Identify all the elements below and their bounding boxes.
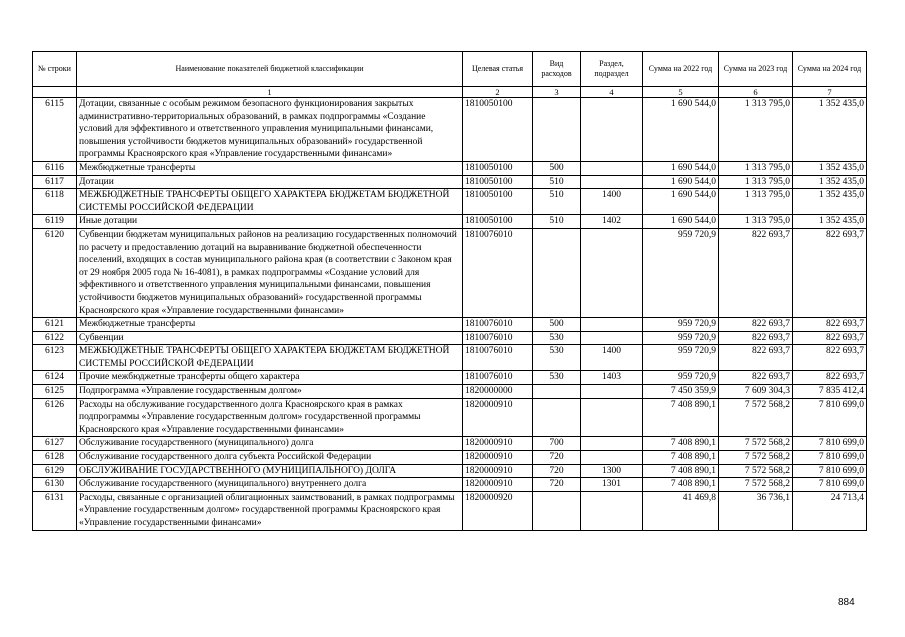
expense-type-cell: 510	[533, 215, 581, 229]
column-number: 1	[77, 87, 463, 98]
target-article-cell: 1810076010	[463, 331, 533, 345]
sum-2022-cell: 1 690 544,0	[643, 215, 719, 229]
indicator-name-cell: ОБСЛУЖИВАНИЕ ГОСУДАРСТВЕННОГО (МУНИЦИПАЛЬНОГО) ДОЛГА	[77, 464, 463, 478]
sum-2023-cell: 1 313 795,0	[719, 175, 793, 189]
table-row	[33, 215, 867, 229]
expense-type-cell	[533, 398, 581, 437]
sum-2022-cell: 41 469,8	[643, 491, 719, 530]
row-number-cell: 6124	[33, 371, 77, 385]
section-cell	[581, 175, 643, 189]
indicator-name-cell: Дотации, связанные с особым режимом безопасного функционирования закрытых административно-территориальных образований, в рамках подпрограммы «Создание условий для эффективного и ответственного управления муниципальными финансами, повышения устойчивости бюджетов муниципальных образований» государственной программы Красноярского края «Управление государственными финансами»	[77, 98, 463, 162]
target-article-cell: 1810050100	[463, 161, 533, 175]
row-number-cell: 6125	[33, 385, 77, 399]
target-article-cell: 1820000920	[463, 491, 533, 530]
table-row	[33, 464, 867, 478]
table-row	[33, 451, 867, 465]
section-cell: 1402	[581, 215, 643, 229]
expense-type-cell: 700	[533, 437, 581, 451]
column-number	[33, 87, 77, 98]
sum-2022-cell: 7 408 890,1	[643, 464, 719, 478]
row-number-cell: 6116	[33, 161, 77, 175]
sum-2024-cell: 1 352 435,0	[793, 189, 867, 215]
sum-2022-cell: 1 690 544,0	[643, 98, 719, 162]
target-article-cell: 1810076010	[463, 371, 533, 385]
indicator-name-cell: Межбюджетные трансферты	[77, 161, 463, 175]
expense-type-cell: 530	[533, 345, 581, 371]
expense-type-cell: 510	[533, 175, 581, 189]
section-cell: 1400	[581, 189, 643, 215]
table-row	[33, 331, 867, 345]
table-row	[33, 437, 867, 451]
budget-table	[32, 51, 867, 531]
sum-2022-cell: 959 720,9	[643, 345, 719, 371]
sum-2023-cell: 1 313 795,0	[719, 189, 793, 215]
indicator-name-cell: Обслуживание государственного (муниципального) долга	[77, 437, 463, 451]
sum-2023-cell: 36 736,1	[719, 491, 793, 530]
section-cell: 1300	[581, 464, 643, 478]
section-cell	[581, 451, 643, 465]
sum-2023-cell: 1 313 795,0	[719, 98, 793, 162]
table-body	[33, 98, 867, 531]
table-row	[33, 345, 867, 371]
row-number-cell: 6119	[33, 215, 77, 229]
sum-2022-cell: 959 720,9	[643, 331, 719, 345]
target-article-cell: 1820000910	[463, 437, 533, 451]
sum-2022-cell: 7 408 890,1	[643, 478, 719, 492]
target-article-cell: 1820000910	[463, 398, 533, 437]
table-row	[33, 385, 867, 399]
sum-2022-cell: 959 720,9	[643, 371, 719, 385]
sum-2022-cell: 959 720,9	[643, 228, 719, 317]
column-number: 6	[719, 87, 793, 98]
target-article-cell: 1820000000	[463, 385, 533, 399]
indicator-name-cell: Подпрограмма «Управление государственным долгом»	[77, 385, 463, 399]
sum-2023-cell: 7 572 568,2	[719, 464, 793, 478]
sum-2024-cell: 7 810 699,0	[793, 398, 867, 437]
row-number-cell: 6123	[33, 345, 77, 371]
indicator-name-cell: Иные дотации	[77, 215, 463, 229]
sum-2022-cell: 959 720,9	[643, 318, 719, 332]
expense-type-cell	[533, 385, 581, 399]
expense-type-cell: 530	[533, 331, 581, 345]
row-number-cell: 6122	[33, 331, 77, 345]
row-number-cell: 6115	[33, 98, 77, 162]
sum-2024-cell: 1 352 435,0	[793, 98, 867, 162]
column-number: 2	[463, 87, 533, 98]
column-number: 4	[581, 87, 643, 98]
sum-2024-cell: 1 352 435,0	[793, 175, 867, 189]
sum-2023-cell: 822 693,7	[719, 345, 793, 371]
target-article-cell: 1810050100	[463, 175, 533, 189]
header-sum-2023: Сумма на 2023 год	[719, 52, 793, 87]
section-cell: 1400	[581, 345, 643, 371]
target-article-cell: 1810076010	[463, 318, 533, 332]
row-number-cell: 6121	[33, 318, 77, 332]
expense-type-cell: 720	[533, 478, 581, 492]
indicator-name-cell: Субвенции бюджетам муниципальных районов на реализацию государственных полномочий по расчету и предоставлению дотаций на выравнивание бюджетной обеспеченности поселений, входящих в состав муниципального района края (в соответствии с Законом края от 29 ноября 2005 года № 16-4081), в рамках подпрограммы «Создание условий для эффективного и ответственного управления муниципальными финансами, повышения устойчивости бюджетов муниципальных образований» государственной программы Красноярского края «Управление государственными финансами»	[77, 228, 463, 317]
header-name: Наименование показателей бюджетной классификации	[77, 52, 463, 87]
row-number-cell: 6131	[33, 491, 77, 530]
sum-2023-cell: 1 313 795,0	[719, 161, 793, 175]
page-number: 884	[838, 597, 855, 608]
indicator-name-cell: Обслуживание государственного (муниципального) внутреннего долга	[77, 478, 463, 492]
sum-2023-cell: 7 572 568,2	[719, 478, 793, 492]
table-row	[33, 175, 867, 189]
sum-2023-cell: 822 693,7	[719, 318, 793, 332]
header-section: Раздел, подраздел	[581, 52, 643, 87]
sum-2024-cell: 7 810 699,0	[793, 464, 867, 478]
expense-type-cell	[533, 98, 581, 162]
target-article-cell: 1820000910	[463, 451, 533, 465]
target-article-cell: 1810050100	[463, 98, 533, 162]
table-row	[33, 161, 867, 175]
table-row	[33, 318, 867, 332]
row-number-cell: 6127	[33, 437, 77, 451]
indicator-name-cell: МЕЖБЮДЖЕТНЫЕ ТРАНСФЕРТЫ ОБЩЕГО ХАРАКТЕРА БЮДЖЕТАМ БЮДЖЕТНОЙ СИСТЕМЫ РОССИЙСКОЙ ФЕДЕРАЦИИ	[77, 189, 463, 215]
target-article-cell: 1810050100	[463, 215, 533, 229]
sum-2024-cell: 1 352 435,0	[793, 215, 867, 229]
section-cell	[581, 228, 643, 317]
column-number: 3	[533, 87, 581, 98]
sum-2024-cell: 7 835 412,4	[793, 385, 867, 399]
section-cell: 1403	[581, 371, 643, 385]
sum-2022-cell: 1 690 544,0	[643, 175, 719, 189]
sum-2024-cell: 24 713,4	[793, 491, 867, 530]
sum-2022-cell: 7 408 890,1	[643, 437, 719, 451]
target-article-cell: 1810076010	[463, 345, 533, 371]
column-number: 5	[643, 87, 719, 98]
sum-2022-cell: 7 408 890,1	[643, 451, 719, 465]
sum-2024-cell: 822 693,7	[793, 331, 867, 345]
row-number-cell: 6120	[33, 228, 77, 317]
column-number: 7	[793, 87, 867, 98]
header-target-article: Целевая статья	[463, 52, 533, 87]
sum-2023-cell: 7 572 568,2	[719, 398, 793, 437]
sum-2023-cell: 1 313 795,0	[719, 215, 793, 229]
indicator-name-cell: Субвенции	[77, 331, 463, 345]
sum-2023-cell: 822 693,7	[719, 371, 793, 385]
table-row	[33, 371, 867, 385]
section-cell	[581, 161, 643, 175]
row-number-cell: 6126	[33, 398, 77, 437]
sum-2023-cell: 822 693,7	[719, 228, 793, 317]
expense-type-cell	[533, 491, 581, 530]
section-cell	[581, 437, 643, 451]
sum-2024-cell: 7 810 699,0	[793, 478, 867, 492]
indicator-name-cell: Межбюджетные трансферты	[77, 318, 463, 332]
header-sum-2022: Сумма на 2022 год	[643, 52, 719, 87]
indicator-name-cell: МЕЖБЮДЖЕТНЫЕ ТРАНСФЕРТЫ ОБЩЕГО ХАРАКТЕРА БЮДЖЕТАМ БЮДЖЕТНОЙ СИСТЕМЫ РОССИЙСКОЙ ФЕДЕРАЦИИ	[77, 345, 463, 371]
sum-2024-cell: 822 693,7	[793, 345, 867, 371]
header-sum-2024: Сумма на 2024 год	[793, 52, 867, 87]
sum-2022-cell: 7 408 890,1	[643, 398, 719, 437]
expense-type-cell: 530	[533, 371, 581, 385]
row-number-cell: 6117	[33, 175, 77, 189]
table-row	[33, 98, 867, 162]
sum-2022-cell: 7 450 359,9	[643, 385, 719, 399]
sum-2023-cell: 822 693,7	[719, 331, 793, 345]
target-article-cell: 1820000910	[463, 478, 533, 492]
target-article-cell: 1810076010	[463, 228, 533, 317]
indicator-name-cell: Прочие межбюджетные трансферты общего характера	[77, 371, 463, 385]
sum-2022-cell: 1 690 544,0	[643, 189, 719, 215]
row-number-cell: 6128	[33, 451, 77, 465]
indicator-name-cell: Дотации	[77, 175, 463, 189]
row-number-cell: 6130	[33, 478, 77, 492]
sum-2023-cell: 7 572 568,2	[719, 451, 793, 465]
indicator-name-cell: Расходы, связанные с организацией облигационных заимствований, в рамках подпрограммы «Управление государственным долгом» государственной программы Красноярского края «Управление государственными финансами»	[77, 491, 463, 530]
section-cell	[581, 385, 643, 399]
sum-2024-cell: 1 352 435,0	[793, 161, 867, 175]
target-article-cell: 1810050100	[463, 189, 533, 215]
section-cell	[581, 398, 643, 437]
section-cell	[581, 318, 643, 332]
table-row	[33, 228, 867, 317]
table-row	[33, 398, 867, 437]
target-article-cell: 1820000910	[463, 464, 533, 478]
column-numbers-row	[33, 87, 867, 98]
section-cell	[581, 331, 643, 345]
sum-2023-cell: 7 572 568,2	[719, 437, 793, 451]
table-row	[33, 189, 867, 215]
expense-type-cell	[533, 228, 581, 317]
indicator-name-cell: Обслуживание государственного долга субъекта Российской Федерации	[77, 451, 463, 465]
sum-2024-cell: 822 693,7	[793, 228, 867, 317]
row-number-cell: 6118	[33, 189, 77, 215]
sum-2023-cell: 7 609 304,3	[719, 385, 793, 399]
sum-2024-cell: 7 810 699,0	[793, 437, 867, 451]
indicator-name-cell: Расходы на обслуживание государственного долга Красноярского края в рамках подпрограммы «Управление государственным долгом» государственной программы Красноярского края «Управление государственными финансами»	[77, 398, 463, 437]
expense-type-cell: 500	[533, 318, 581, 332]
section-cell	[581, 491, 643, 530]
expense-type-cell: 500	[533, 161, 581, 175]
table-row	[33, 478, 867, 492]
sum-2024-cell: 822 693,7	[793, 318, 867, 332]
sum-2024-cell: 822 693,7	[793, 371, 867, 385]
sum-2024-cell: 7 810 699,0	[793, 451, 867, 465]
sum-2022-cell: 1 690 544,0	[643, 161, 719, 175]
table-row	[33, 491, 867, 530]
header-expense-type: Вид расходов	[533, 52, 581, 87]
expense-type-cell: 720	[533, 464, 581, 478]
expense-type-cell: 720	[533, 451, 581, 465]
expense-type-cell: 510	[533, 189, 581, 215]
section-cell: 1301	[581, 478, 643, 492]
section-cell	[581, 98, 643, 162]
header-row-number: № строки	[33, 52, 77, 87]
table-header-row	[33, 52, 867, 87]
row-number-cell: 6129	[33, 464, 77, 478]
